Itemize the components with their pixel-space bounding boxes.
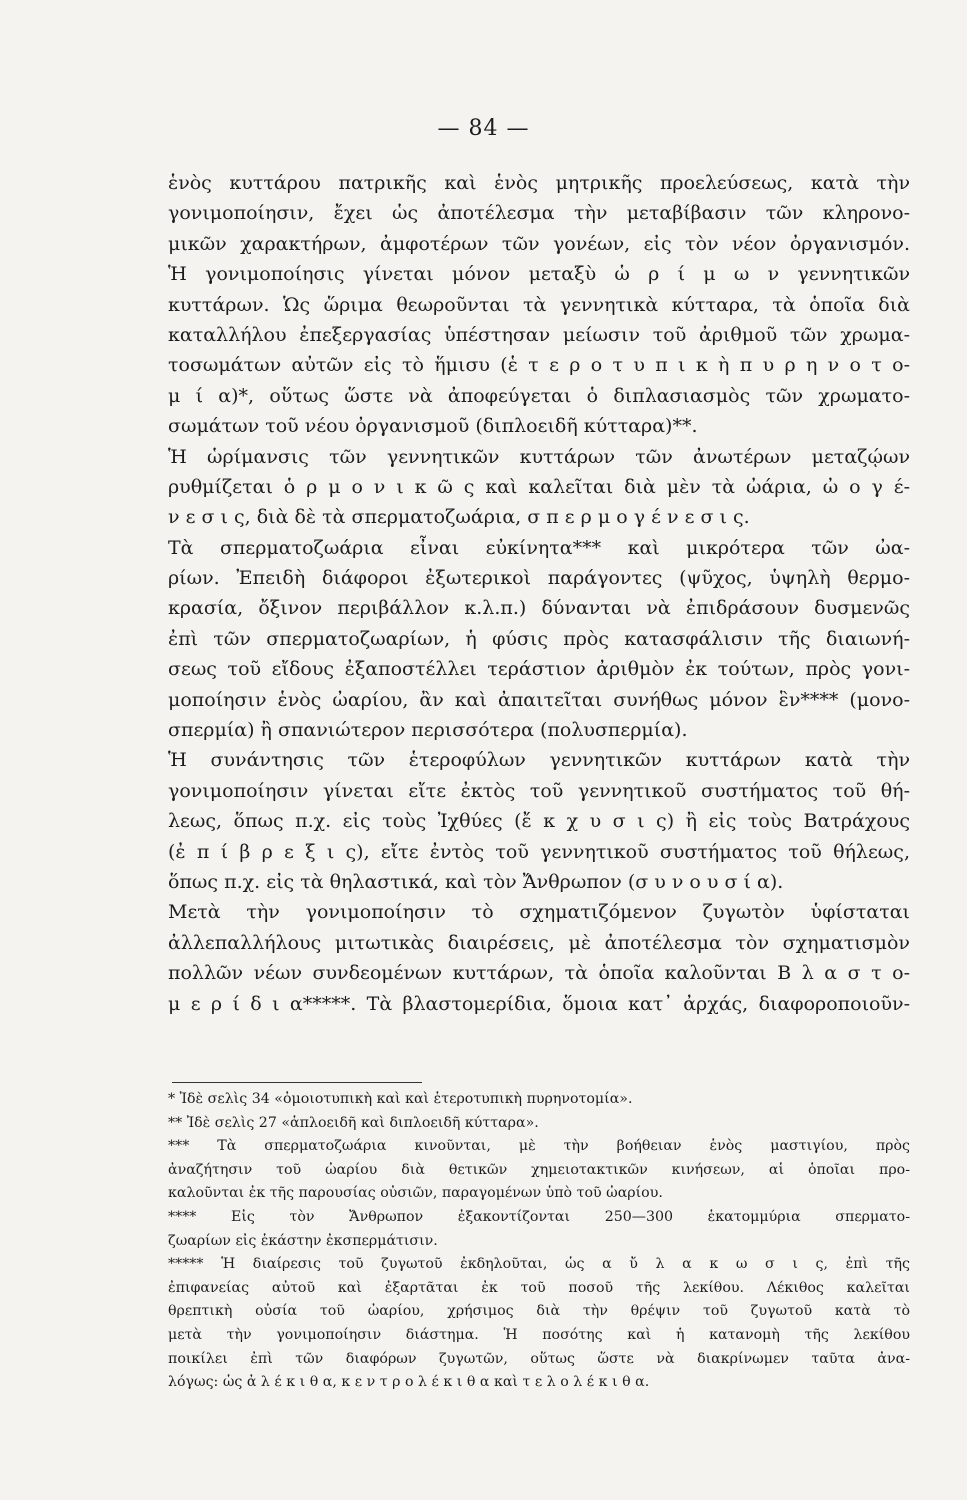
text-line: (ἐ π ί β ρ ε ξ ι ς), εἴτε ἐντὸς τοῦ γεννητικοῦ συστήματος τοῦ θήλεως,	[168, 840, 910, 863]
text-line: πολλῶν νέων συνδεομένων κυττάρων, τὰ ὁποῖα καλοῦνται Β λ α σ τ ο-	[168, 962, 910, 985]
text-line: σεως τοῦ εἴδους ἐξαποστέλλει τεράστιον ἀριθμὸν ἐκ τούτων, πρὸς γονι-	[168, 658, 910, 681]
text-line: Τὰ σπερματοζωάρια εἶναι εὐκίνητα*** καὶ μικρότερα τῶν ὠα-	[168, 536, 910, 559]
footnote-line: **** Εἰς τὸν Ἄνθρωπον ἐξακοντίζονται 250—300 ἑκατομμύρια σπερματο-	[168, 1208, 910, 1225]
footnote-divider	[172, 1082, 422, 1083]
text-line: μικῶν χαρακτήρων, ἀμφοτέρων τῶν γονέων, εἰς τὸν νέον ὀργανισμόν.	[168, 232, 910, 255]
text-line: ρυθμίζεται ὁ ρ μ ο ν ι κ ῶ ς καὶ καλεῖται διὰ μὲν τὰ ὠάρια, ὠ ο γ έ-	[168, 475, 910, 498]
footnote-line: *** Τὰ σπερματοζωάρια κινοῦνται, μὲ τὴν βοήθειαν ἑνὸς μαστιγίου, πρὸς	[168, 1138, 910, 1155]
text-line: ὅπως π.χ. εἰς τὰ θηλαστικά, καὶ τὸν Ἄνθρωπον (σ υ ν ο υ σ ί α).	[168, 870, 784, 893]
footnote-line: ζωαρίων εἰς ἑκάστην ἐκσπερμάτισιν.	[168, 1232, 438, 1249]
footnote-line: ** Ἰδὲ σελὶς 27 «ἁπλοειδῆ καὶ διπλοειδῆ κύτταρα».	[168, 1114, 539, 1131]
text-line: μοποίησιν ἑνὸς ὠαρίου, ἂν καὶ ἀπαιτεῖται συνήθως μόνον ἓν**** (μονο-	[168, 688, 910, 711]
footnote-line: θρεπτικὴ οὐσία τοῦ ὠαρίου, χρήσιμος διὰ τὴν θρέψιν τοῦ ζυγωτοῦ κατὰ τὸ	[168, 1303, 910, 1320]
text-line: μ ε ρ ί δ ι α*****. Τὰ βλαστομερίδια, ὅμοια κατ᾽ ἀρχάς, διαφοροποιοῦν-	[168, 992, 910, 1015]
text-line: Ἡ γονιμοποίησις γίνεται μόνον μεταξὺ ὡ ρ ί μ ω ν γεννητικῶν	[168, 263, 910, 286]
text-line: καταλλήλου ἐπεξεργασίας ὑπέστησαν μείωσιν τοῦ ἀριθμοῦ τῶν χρωμα-	[168, 323, 910, 346]
body-text	[168, 168, 910, 1019]
text-line: ἐπὶ τῶν σπερματοζωαρίων, ἡ φύσις πρὸς κατασφάλισιν τῆς διαιωνή-	[168, 627, 910, 650]
footnote-line: * Ἰδὲ σελὶς 34 «ὁμοιοτυπικὴ καὶ καὶ ἑτεροτυπικὴ πυρηνοτομία».	[168, 1091, 633, 1107]
footnote-line: μετὰ τὴν γονιμοποίησιν διάστημα. Ἡ ποσότης καὶ ἡ κατανομὴ τῆς λεκίθου	[168, 1326, 910, 1343]
text-line: σπερμία) ἢ σπανιώτερον περισσότερα (πολυσπερμία).	[168, 719, 688, 742]
footnote-line: λόγως: ὡς ἀ λ έ κ ι θ α, κ ε ν τ ρ ο λ έ κ ι θ α καὶ τ ε λ ο λ έ κ ι θ α.	[168, 1374, 650, 1391]
text-line: σωμάτων τοῦ νέου ὀργανισμοῦ (διπλοειδῆ κύτταρα)**.	[168, 415, 698, 438]
text-line: λεως, ὅπως π.χ. εἰς τοὺς Ἰχθύες (ἔ κ χ υ σ ι ς) ἢ εἰς τοὺς Βατράχους	[168, 810, 910, 833]
text-line: ἀλλεπαλλήλους μιτωτικὰς διαιρέσεις, μὲ ἀποτέλεσμα τὸν σχηματισμὸν	[168, 931, 910, 954]
text-line: Ἡ ὡρίμανσις τῶν γεννητικῶν κυττάρων τῶν ἀνωτέρων μεταζῴων	[168, 445, 910, 468]
footnote-line: ἐπιφανείας αὐτοῦ καὶ ἐξαρτᾶται ἐκ τοῦ ποσοῦ τῆς λεκίθου. Λέκιθος καλεῖται	[168, 1279, 910, 1296]
text-line: γονιμοποίησιν γίνεται εἴτε ἐκτὸς τοῦ γεννητικοῦ συστήματος τοῦ θή-	[168, 779, 910, 802]
text-line: Μετὰ τὴν γονιμοποίησιν τὸ σχηματιζόμενον ζυγωτὸν ὑφίσταται	[168, 901, 910, 924]
text-line: τοσωμάτων αὐτῶν εἰς τὸ ἥμισυ (ἑ τ ε ρ ο τ υ π ι κ ὴ π υ ρ η ν ο τ ο-	[168, 354, 910, 377]
text-line: κρασία, ὄξινον περιβάλλον κ.λ.π.) δύνανται νὰ ἐπιδράσουν δυσμενῶς	[168, 597, 910, 620]
text-line: γονιμοποίησιν, ἔχει ὡς ἀποτέλεσμα τὴν μεταβίβασιν τῶν κληρονο-	[168, 202, 910, 225]
footnote-line: καλοῦνται ἐκ τῆς παρουσίας οὐσιῶν, παραγομένων ὑπὸ τοῦ ὠαρίου.	[168, 1185, 663, 1202]
footnote-line: ***** Ἡ διαίρεσις τοῦ ζυγωτοῦ ἐκδηλοῦται, ὡς α ὔ λ α κ ω σ ι ς, ἐπὶ τῆς	[168, 1256, 910, 1273]
page-number: — 84 —	[437, 116, 530, 141]
text-line: ν ε σ ι ς, διὰ δὲ τὰ σπερματοζωάρια, σ π ε ρ μ ο γ έ ν ε σ ι ς.	[168, 506, 750, 529]
text-line: ἑνὸς κυττάρου πατρικῆς καὶ ἑνὸς μητρικῆς προελεύσεως, κατὰ τὴν	[168, 172, 910, 194]
text-line: μ ί α)*, οὕτως ὥστε νὰ ἀποφεύγεται ὁ διπλασιασμὸς τῶν χρωματο-	[168, 384, 910, 407]
text-line: ρίων. Ἐπειδὴ διάφοροι ἐξωτερικοὶ παράγοντες (ψῦχος, ὑψηλὴ θερμο-	[168, 567, 910, 590]
text-line: κυττάρων. Ὡς ὥριμα θεωροῦνται τὰ γεννητικὰ κύτταρα, τὰ ὁποῖα διὰ	[168, 293, 910, 316]
footnote-line: ποικίλει ἐπὶ τῶν διαφόρων ζυγωτῶν, οὕτως ὥστε νὰ διακρίνωμεν ταῦτα ἀνα-	[168, 1350, 910, 1367]
footnotes	[168, 1088, 910, 1395]
text-line: Ἡ συνάντησις τῶν ἑτεροφύλων γεννητικῶν κυττάρων κατὰ τὴν	[168, 749, 910, 772]
footnote-line: ἀναζήτησιν τοῦ ὠαρίου διὰ θετικῶν χημειοτακτικῶν κινήσεων, αἱ ὁποῖαι προ-	[168, 1161, 910, 1178]
